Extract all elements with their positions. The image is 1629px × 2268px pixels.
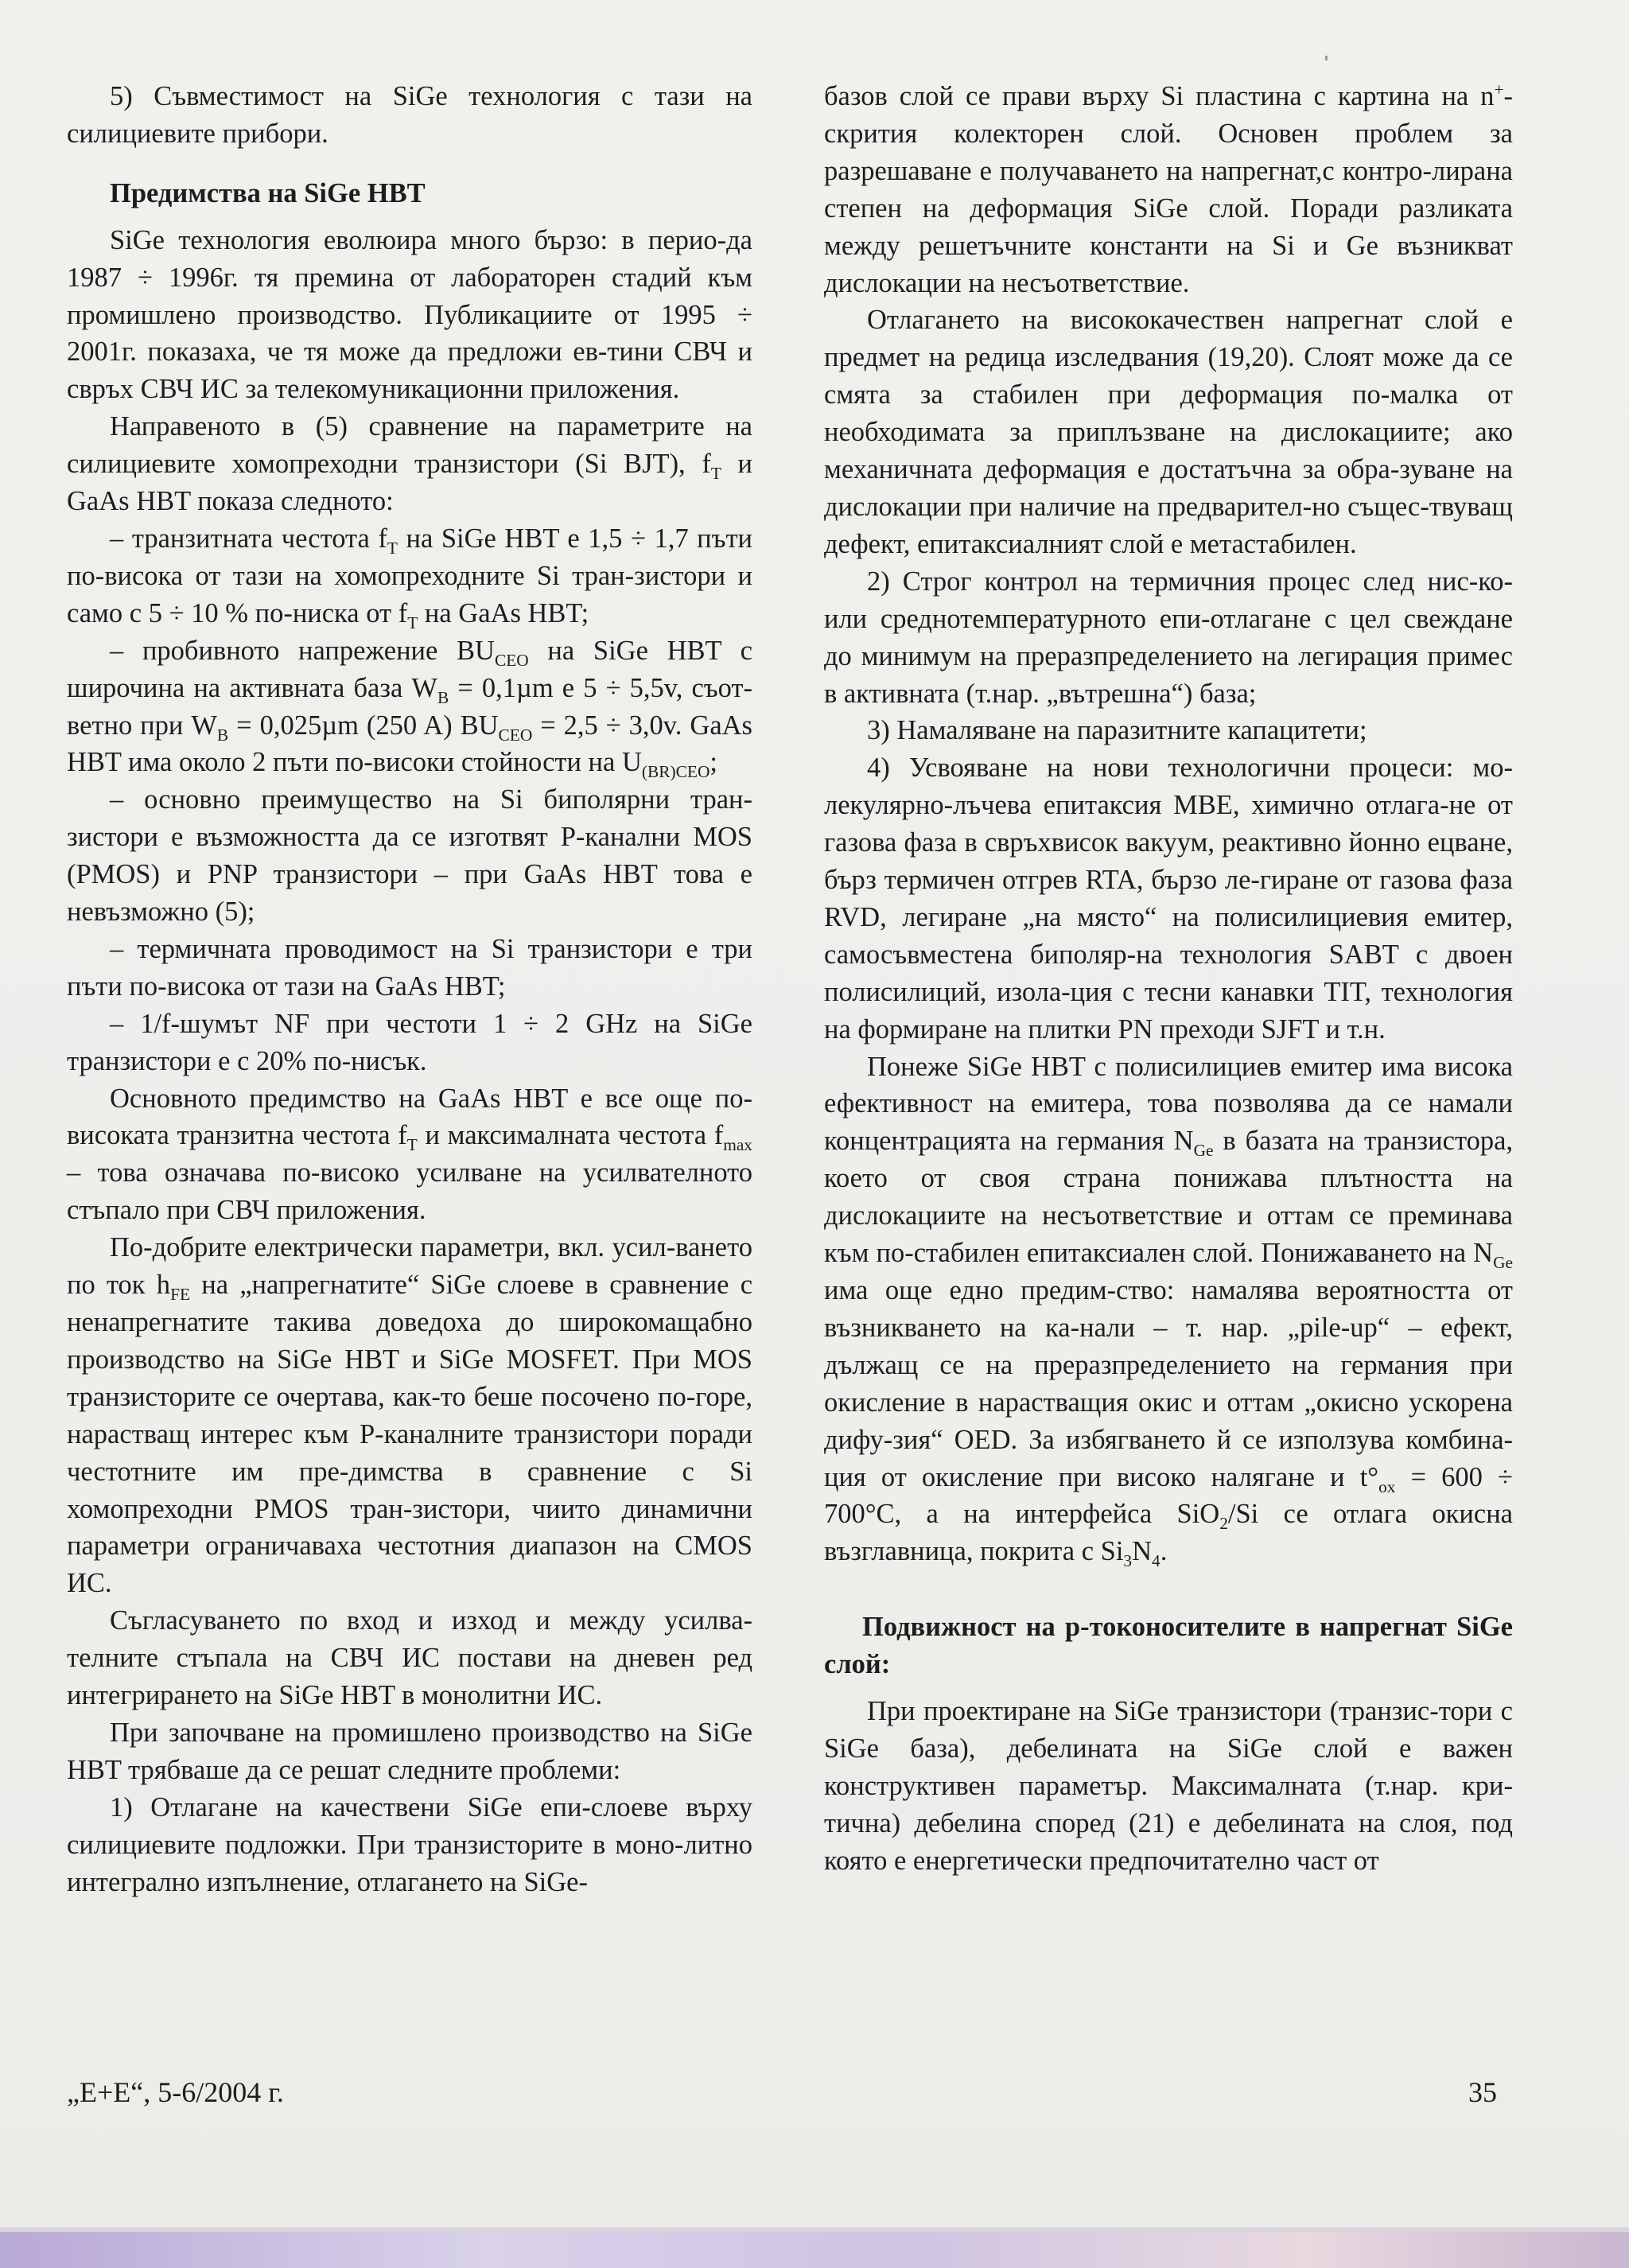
paragraph: При започване на промишлено производство на SiGe HBT трябваше да се решат следните проблеми: [67,1717,752,1785]
bullet-item: – пробивното напрежение $BU_{CEO}$ на SiGe HBT с широчина на активната база $W_B = 0,1\mu m$ е 5 ÷ 5,5v, съот-ветно при $W_B = 0,025\mu m$ (250 A) $BU_{CEO} = 2,5 \div 3,0v$. GaAs HBT има около 2 пъти по-високи стойности на $U_{(BR)CEO}$; [67,635,752,782]
paragraph: Направеното в (5) сравнение на параметрите на силициевите хомопреходни транзистори (Si BJT), $f_T$ и GaAs HBT показа следното: [67,411,753,517]
paragraph: 2) Строг контрол на термичния процес след нис-ко- или среднотемпературното епи-отлагане с цел свеждане до минимум на преразпределението на легирация примес в активната (т.нар. „вътрешна“) база; [824,566,1513,709]
left-column [67,78,752,1901]
section-heading: Подвижност на р-токоносителите в напрегнат SiGe слой: [824,1612,1513,1680]
paragraph: По-добрите електрически параметри, вкл. усил-ването по ток $h_{FE}$ на „напрегнатите“ SiGe слоеве в сравнение с ненапрегнатите такива доведоха до широкомащабно производство на SiGe HBT и SiGe MOSFET. При MOS транзисторите се очертава, как-то беше посочено по-горе, нарастващ интерес към Р-каналните транзистори поради честотните им пре-димства в сравнение с Si хомопреходни PMOS тран-зистори, чиито динамични параметри ограничаваха честотния диапазон на CMOS ИС. [67,1232,753,1599]
paragraph: 1) Отлагане на качествени SiGe епи-слоеве върху силициевите подложки. При транзисторите в моно-литно интегрално изпълнение, отлагането на SiGe- [67,1791,752,1897]
paragraph: 5) Съвместимост на SiGe технология с тази на силициевите прибори. [67,81,752,149]
paragraph: Основното предимство на GaAs HBT е все още по-високата транзитна честота $f_T$ и максималната честота $f_{max}$ – това означава по-високо усилване на усилвателното стъпало при СВЧ приложения. [67,1083,752,1226]
scan-mark [1325,56,1328,60]
right-column [824,78,1513,1880]
paragraph: 3) Намаляване на паразитните капацитети; [867,715,1367,746]
paragraph: базов слой се прави върху Si пластина с картина на n+-скрития колекторен слой. Основен проблем за разрешаване е получаването на напрегнат,с контро-лирана степен на деформация SiGe слой. Поради разликата между решетъчните константи на Si и Ge възникват дислокации на несъответствие. [824,80,1513,298]
bullet-item: – транзитната честота $f_T$ на SiGe HBT е 1,5 ÷ 1,7 пъти по-висока от тази на хомопреходните Si тран-зистори и само с 5 ÷ 10 % по-ниска от $f_T$ на GaAs HBT; [67,523,752,632]
paragraph: 4) Усвояване на нови технологични процеси: мо-лекулярно-лъчева епитаксия MBE, химично отлага-не от газова фаза в свръхвисок вакуум, реактивно йонно ецване, бърз термичен отгрев RTA, бързо ле-гиране от газова фаза RVD, легиране „на място“ на полисилициевия емитер, самосъвместена биполяр-на технология SABT с двоен полисилиций, изола-ция с тесни канавки TIT, технология на формиране на плитки PN преходи SJFT и т.н. [824,753,1513,1045]
page-number: 35 [1468,2076,1497,2108]
paragraph: Отлагането на висококачествен напрегнат слой е предмет на редица изследвания (19,20). Слоят може да се смята за стабилен при деформация по-малка от необходимата за приплъзване на дислокациите; ако механичната деформация е достатъчна за обра-зуване на дислокации при наличие на предварител-но същес-твуващ дефект, епитаксиалният слой е метастабилен. [824,305,1513,559]
journal-footer: „E+E“, 5-6/2004 г. [67,2076,284,2108]
bullet-item: – основно преимущество на Si биполярни тран-зистори е възможността да се изготвят Р-канални MOS (PMOS) и PNP транзистори – при GaAs HBT това е невъзможно (5); [67,784,752,928]
paragraph: Съгласуването по вход и изход и между усилва-телните стъпала на СВЧ ИС постави на дневен ред интегрирането на SiGe HBT в монолитни ИС. [67,1605,752,1711]
section-heading: Предимства на SiGe HBT [110,177,426,208]
bullet-item: – 1/f-шумът NF при честоти 1 ÷ 2 GHz на SiGe транзистори е с 20% по-нисък. [67,1008,752,1076]
bullet-item: – термичната проводимост на Si транзистори е три пъти по-висока от тази на GaAs HBT; [67,933,752,1002]
paragraph: Понеже SiGe HBT с полисилициев емитер има висока ефективност на емитера, това позволява да се намали концентрацията на германия $N_{Ge}$ в базата на транзистора, което от своя страна понижава плътността на дислокациите на несъответствие и оттам се преминава към по-стабилен епитаксиален слой. Понижаването на $N_{Ge}$ има още едно предим-ство: намалява вероятността от възникването на ка-нали – т. нар. „pile-up“ – ефект, дължащ се на преразпределението на германия при окисление в нарастващия окис и оттам „окисно ускорена дифу-зия“ OED. За избягването й се използува комбина-ция от окисление при високо налягане и $t^\circ_{ox} = 600 \div 700^\circ C$, а на интерфейса SiO$_2$/Si се отлага окисна възглавница, покрита с $Si_3N_4$. [824,1051,1514,1571]
paragraph: При проектиране на SiGe транзистори (транзис-тори с SiGe база), дебелината на SiGe слой е важен конструктивен параметър. Максималната (т.нар. кри-тична) дебелина според (21) е дебелината на слоя, под която е енергетически предпочитателно част от [824,1696,1513,1876]
scan-edge-strip [0,2232,1629,2268]
paragraph: SiGe технология еволюира много бързо: в перио-да 1987 ÷ 1996г. тя премина от лабораторен стадий към промишлено производство. Публикациите от 1995 ÷ 2001г. показаха, че тя може да предложи ев-тини СВЧ и свръх СВЧ ИС за телекомуникационни приложения. [67,224,752,405]
